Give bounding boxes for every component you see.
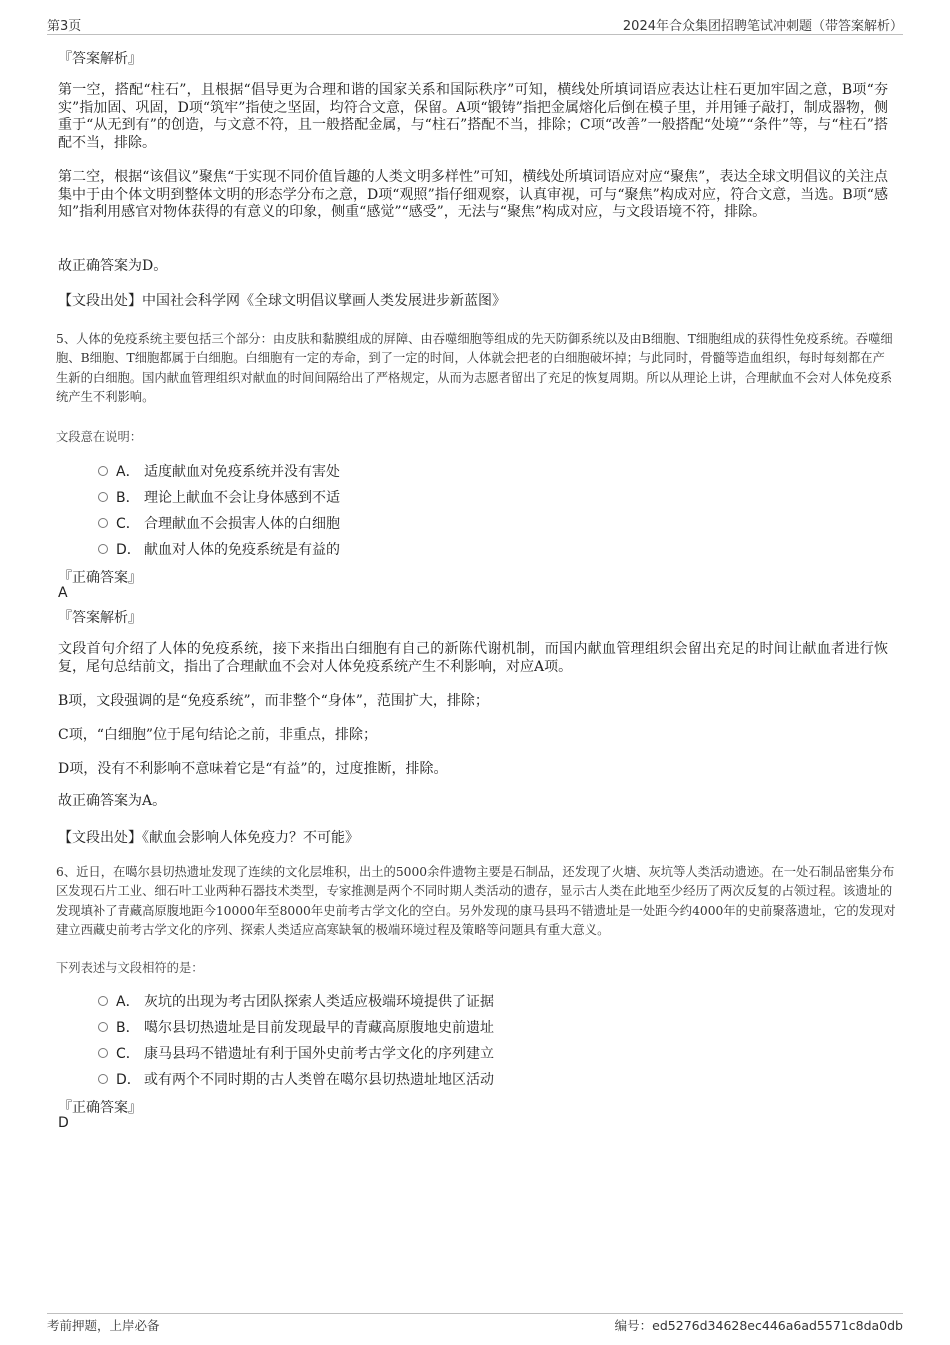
q4-analysis-para-1: 第一空，搭配“柱石”，且根据“倡导更为合理和谐的国家关系和国际秩序”可知，横线处所填词语应表达让柱石更加牢固之意，B项“夯实”指加固、巩固，D项“筑牢”指使之坚固，均符合文意，保留。A项“锻铸”指把金属熔化后倒在模子里，并用锤子敲打，制成器物，侧重于“从无到有”的创造，与文意不符，且一般搭配金属，与“柱石”搭配不当，排除；C项“改善”一般搭配“处境”“条件”等，与“柱石”搭配不当，排除。 (58, 82, 888, 151)
q5-analysis-para-1: 文段首句介绍了人体的免疫系统，接下来指出白细胞有自己的新陈代谢机制，而国内献血管理组织会留出充足的时间让献血者进行恢复，尾句总结前文，指出了合理献血不会对人体免疫系统产生不利影响，对应A项。 (58, 641, 888, 675)
q6-option-d[interactable] (98, 1069, 494, 1091)
q5-answer: A (58, 585, 68, 601)
q4-source: 【文段出处】中国社会科学网《全球文明倡议擘画人类发展进步新蓝图》 (58, 293, 506, 309)
q5-passage: 5、人体的免疫系统主要包括三个部分：由皮肤和黏膜组成的屏障、由吞噬细胞等组成的先天防御系统以及由B细胞、T细胞组成的获得性免疫系统。吞噬细胞、B细胞、T细胞都属于白细胞。白细胞有一定的寿命，到了一定的时间，人体就会把老的白细胞破坏掉；与此同时，骨髓等造血组织，每时每刻都在产生新的白细胞。国内献血管理组织对献血的时间间隔给出了严格规定，从而为志愿者留出了充足的恢复周期。所以从理论上讲，合理献血不会对人体免疫系统产生不利影响。 (56, 332, 893, 405)
q5-option-a[interactable] (98, 461, 340, 483)
option-letter: B． (116, 1020, 140, 1036)
footer-slogan: 考前押题，上岸必备 (47, 1318, 160, 1333)
q5-analysis-para-4: D项，没有不利影响不意味着它是“有益”的，过度推断，排除。 (58, 761, 448, 777)
q6-option-b[interactable] (98, 1017, 494, 1039)
q5-stem: 文段意在说明： (56, 430, 143, 444)
option-letter: B． (116, 490, 140, 506)
page-header (47, 14, 903, 35)
q6-answer-label: 『正确答案』 (58, 1100, 142, 1116)
q5-option-d[interactable] (98, 539, 340, 561)
radio-icon[interactable] (98, 1048, 108, 1058)
option-letter: D． (116, 1072, 141, 1088)
footer-serial: 编号：ed5276d34628ec446a6ad5571c8da0db (614, 1318, 903, 1333)
option-text: 合理献血不会损害人体的白细胞 (144, 516, 340, 532)
option-text: 或有两个不同时期的古人类曾在噶尔县切热遗址地区活动 (144, 1072, 494, 1088)
q5-answer-label: 『正确答案』 (58, 570, 142, 586)
q5-analysis-para-2: B项，文段强调的是“免疫系统”，而非整个“身体”，范围扩大，排除； (58, 693, 489, 709)
radio-icon[interactable] (98, 518, 108, 528)
q5-analysis-label: 『答案解析』 (58, 610, 142, 626)
radio-icon[interactable] (98, 544, 108, 554)
option-text: 噶尔县切热遗址是目前发现最早的青藏高原腹地史前遗址 (144, 1020, 494, 1036)
radio-icon[interactable] (98, 1074, 108, 1084)
option-letter: C． (116, 1046, 140, 1062)
q6-option-a[interactable] (98, 991, 494, 1013)
radio-icon[interactable] (98, 492, 108, 502)
option-letter: C． (116, 516, 140, 532)
q5-conclusion: 故正确答案为A。 (58, 793, 167, 809)
q6-passage: 6、近日，在噶尔县切热遗址发现了连续的文化层堆积，出土的5000余件遗物主要是石制品，还发现了火塘、灰坑等人类活动遗迹。在一处石制品密集分布区发现石片工业、细石叶工业两种石器技术类型，专家推测是两个不同时期人类活动的遗存，显示古人类在此地至少经历了两次反复的占领过程。该遗址的发现填补了青藏高原腹地距今10000年至8000年史前考古学文化的空白。另外发现的康马县玛不错遗址是一处距今约4000年的史前聚落遗址，它的发现对建立西藏史前考古学文化的序列、探索人类适应高寒缺氧的极端环境过程及策略等问题具有重大意义。 (56, 865, 896, 938)
option-text: 康马县玛不错遗址有利于国外史前考古学文化的序列建立 (144, 1046, 494, 1062)
q5-option-b[interactable] (98, 487, 340, 509)
option-letter: A． (116, 994, 140, 1010)
q5-option-c[interactable] (98, 513, 340, 535)
q6-stem: 下列表述与文段相符的是： (56, 961, 204, 975)
q4-analysis-para-2: 第二空，根据“该倡议”聚焦“于实现不同价值旨趣的人类文明多样性”可知，横线处所填词语应对应“聚焦”，表达全球文明倡议的关注点集中于由个体文明到整体文明的形态学分布之意，D项“观照”指仔细观察，认真审视，可与“聚焦”构成对应，符合文意，当选。B项“感知”指利用感官对物体获得的有意义的印象，侧重“感觉”“感受”，无法与“聚焦”构成对应，与文段语境不符，排除。 (58, 169, 888, 220)
q6-answer: D (58, 1115, 69, 1131)
page-number: 第3页 (47, 19, 82, 34)
q4-conclusion: 故正确答案为D。 (58, 258, 168, 274)
q5-analysis-para-3: C项，“白细胞”位于尾句结论之前，非重点，排除； (58, 727, 378, 743)
document-title: 2024年合众集团招聘笔试冲刺题（带答案解析） (622, 19, 903, 34)
option-letter: A． (116, 464, 140, 480)
option-letter: D． (116, 542, 141, 558)
radio-icon[interactable] (98, 996, 108, 1006)
page-footer (47, 1313, 903, 1334)
q6-option-c[interactable] (98, 1043, 494, 1065)
option-text: 献血对人体的免疫系统是有益的 (144, 542, 340, 558)
option-text: 灰坑的出现为考古团队探索人类适应极端环境提供了证据 (144, 994, 494, 1010)
q4-analysis-label: 『答案解析』 (58, 51, 142, 67)
option-text: 适度献血对免疫系统并没有害处 (144, 464, 340, 480)
option-text: 理论上献血不会让身体感到不适 (144, 490, 340, 506)
q5-source: 【文段出处】《献血会影响人体免疫力？不可能》 (58, 830, 359, 846)
radio-icon[interactable] (98, 466, 108, 476)
radio-icon[interactable] (98, 1022, 108, 1032)
